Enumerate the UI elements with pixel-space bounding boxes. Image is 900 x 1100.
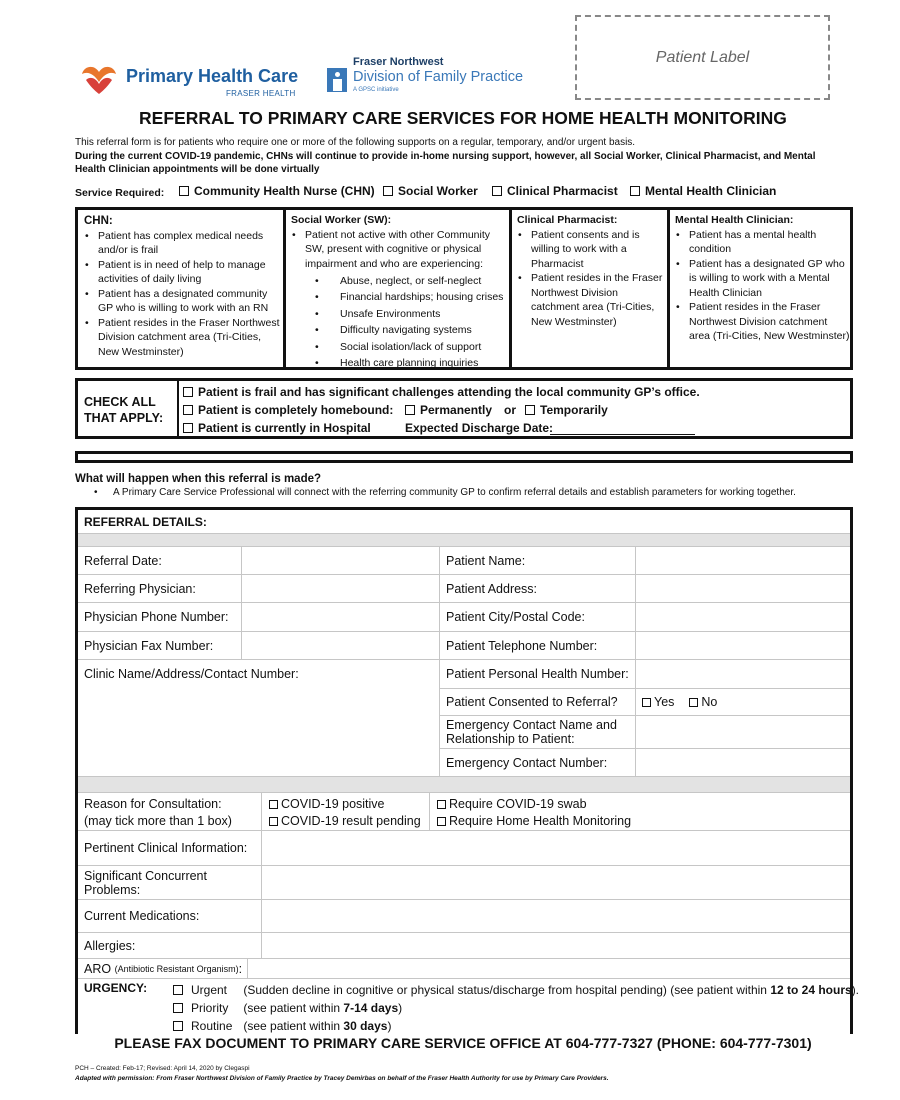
mhc-title: Mental Health Clinician: bbox=[675, 214, 794, 226]
patient-phn-field[interactable] bbox=[636, 660, 850, 688]
urgency-routine-row: Routine (see patient within 30 days) bbox=[173, 1017, 859, 1035]
service-required-label: Service Required: bbox=[75, 187, 165, 199]
what-happens-heading: What will happen when this referral is made? bbox=[75, 473, 322, 485]
checkbox[interactable] bbox=[183, 405, 193, 415]
fn-logo-name: Division of Family Practice bbox=[353, 69, 524, 85]
clinical-pharmacist-column bbox=[517, 213, 663, 329]
discharge-date-field[interactable] bbox=[550, 434, 695, 435]
sw-list bbox=[291, 228, 505, 272]
checkbox[interactable] bbox=[173, 1003, 183, 1013]
checkbox[interactable] bbox=[525, 405, 535, 415]
concurrent-problems-field[interactable] bbox=[262, 866, 850, 899]
checkbox[interactable] bbox=[383, 186, 393, 196]
emergency-number-field[interactable] bbox=[636, 749, 850, 776]
list-item: • Patient resides in the Fraser Northwest Division catchment area (Tri-Cities, New Westminster) bbox=[84, 316, 280, 360]
urgency-options bbox=[173, 981, 859, 1035]
checkbox[interactable] bbox=[689, 698, 698, 707]
patient-address-label: Patient Address: bbox=[446, 581, 538, 596]
covid-positive-option[interactable]: COVID-19 positive bbox=[269, 796, 421, 813]
what-happens-list bbox=[93, 487, 796, 498]
social-worker-column bbox=[291, 213, 505, 372]
service-option-clinical-pharmacist[interactable]: Clinical Pharmacist bbox=[492, 184, 618, 198]
divider-box bbox=[75, 451, 853, 463]
temporarily-option[interactable]: Temporarily bbox=[525, 403, 608, 417]
list-item: • Abuse, neglect, or self-neglect bbox=[315, 273, 505, 290]
check-all-box bbox=[75, 378, 853, 439]
intro-line-1: This referral form is for patients who require one or more of the following supports on a regular, temporary, and/or urgent basis. bbox=[75, 137, 636, 148]
list-item: • Patient resides in the Fraser Northwest Division catchment area (Tri-Cities, New Westminster) bbox=[675, 300, 851, 344]
consult-label: Reason for Consultation: (may tick more than 1 box) bbox=[84, 797, 232, 828]
patient-label-text: Patient Label bbox=[655, 49, 750, 66]
urgent-option[interactable]: Urgent bbox=[173, 981, 240, 999]
physician-phone-field[interactable] bbox=[242, 603, 439, 631]
or-text: or bbox=[504, 403, 516, 417]
hospital-row bbox=[183, 421, 554, 435]
allergies-field[interactable] bbox=[262, 933, 850, 958]
patient-label-box bbox=[575, 15, 830, 100]
service-required-row bbox=[75, 184, 777, 199]
intro-line-2: During the current COVID-19 pandemic, CHNs will continue to provide in-home nursing support, however, all Social Worker, Clinical Pharmacist, and Mental bbox=[75, 151, 816, 162]
home-monitoring-option[interactable]: Require Home Health Monitoring bbox=[437, 813, 631, 830]
checkbox[interactable] bbox=[269, 817, 278, 826]
patient-telephone-label: Patient Telephone Number: bbox=[446, 638, 598, 653]
mental-health-column bbox=[675, 213, 851, 344]
permanently-option[interactable]: Permanently bbox=[405, 403, 492, 417]
chn-column bbox=[84, 214, 280, 359]
homebound-option[interactable]: Patient is completely homebound: bbox=[183, 403, 393, 417]
aro-label: ARO (Antibiotic Resistant Organism) : bbox=[84, 961, 243, 976]
patient-consent-label: Patient Consented to Referral? bbox=[446, 695, 618, 709]
list-item: • Patient resides in the Fraser Northwest Division catchment area (Tri-Cities, New Westminster) bbox=[517, 271, 663, 329]
referral-date-label: Referral Date: bbox=[84, 553, 162, 568]
list-item: • Financial hardships; housing crises bbox=[315, 289, 505, 306]
referral-details-heading: REFERRAL DETAILS: bbox=[84, 515, 207, 529]
medications-field[interactable] bbox=[262, 900, 850, 932]
form-title: REFERRAL TO PRIMARY CARE SERVICES FOR HOME HEALTH MONITORING bbox=[139, 108, 787, 128]
physician-phone-label: Physician Phone Number: bbox=[84, 610, 229, 624]
checkbox[interactable] bbox=[642, 698, 651, 707]
list-item: • Patient has a designated GP who is willing to work with a Mental Health Clinician bbox=[675, 257, 851, 301]
patient-city-field[interactable] bbox=[636, 603, 850, 631]
checkbox[interactable] bbox=[437, 817, 446, 826]
check-all-label: CHECK ALL THAT APPLY: bbox=[84, 395, 164, 425]
chn-list bbox=[84, 229, 280, 360]
hospital-option[interactable]: Patient is currently in Hospital bbox=[183, 421, 371, 435]
mhc-list bbox=[675, 228, 851, 344]
consent-yes-option[interactable]: Yes bbox=[642, 695, 674, 709]
patient-name-label: Patient Name: bbox=[446, 553, 526, 568]
service-option-mental-health[interactable]: Mental Health Clinician bbox=[630, 184, 776, 198]
referring-physician-label: Referring Physician: bbox=[84, 581, 196, 596]
services-table bbox=[75, 207, 853, 370]
medications-label: Current Medications: bbox=[84, 909, 200, 923]
list-item: • Patient consents and is willing to work with a Pharmacist bbox=[517, 228, 663, 272]
physician-fax-field[interactable] bbox=[242, 632, 439, 659]
list-item: • Health care planning inquiries bbox=[315, 355, 505, 372]
checkbox[interactable] bbox=[179, 186, 189, 196]
referring-physician-field[interactable] bbox=[242, 575, 439, 602]
service-option-social-worker[interactable]: Social Worker bbox=[383, 184, 478, 198]
checkbox[interactable] bbox=[437, 800, 446, 809]
emergency-contact-field[interactable] bbox=[636, 716, 850, 748]
urgency-urgent-row: Urgent (Sudden decline in cognitive or physical status/discharge from hospital pending) (see patient within 12 to 24 hours). bbox=[173, 981, 859, 999]
routine-option[interactable]: Routine bbox=[173, 1017, 240, 1035]
patient-telephone-field[interactable] bbox=[636, 632, 850, 659]
consult-options-right bbox=[437, 796, 631, 830]
primary-health-care-logo bbox=[78, 62, 298, 102]
referral-details-table bbox=[75, 507, 860, 1034]
clinic-field[interactable] bbox=[78, 688, 438, 776]
intro-line-3: Health Clinician appointments will be done virtually bbox=[75, 164, 320, 175]
phc-logo-name: Primary Health Care bbox=[126, 66, 299, 86]
checkbox[interactable] bbox=[269, 800, 278, 809]
urgency-label: URGENCY: bbox=[84, 981, 148, 995]
cp-list bbox=[517, 228, 663, 330]
clinical-info-label: Pertinent Clinical Information: bbox=[84, 841, 248, 855]
sw-sublist bbox=[315, 273, 505, 372]
concurrent-problems-label: Significant Concurrent Problems: bbox=[84, 868, 207, 897]
urgency-priority-row: Priority (see patient within 7-14 days) bbox=[173, 999, 859, 1017]
frail-option[interactable]: Patient is frail and has significant challenges attending the local community GP’s office. bbox=[183, 385, 700, 399]
list-item: • Patient has complex medical needs and/or is frail bbox=[84, 229, 280, 258]
checkbox[interactable] bbox=[173, 1021, 183, 1031]
list-item: • Social isolation/lack of support bbox=[315, 339, 505, 356]
list-item: • Patient has a mental health condition bbox=[675, 228, 851, 257]
chn-title: CHN: bbox=[84, 215, 113, 227]
patient-address-field[interactable] bbox=[636, 575, 850, 602]
list-item: • Patient has a designated community GP who is willing to work with an RN bbox=[84, 287, 280, 316]
list-item: • Difficulty navigating systems bbox=[315, 322, 505, 339]
fraser-northwest-logo bbox=[327, 56, 524, 98]
fax-instruction: PLEASE FAX DOCUMENT TO PRIMARY CARE SERVICE OFFICE AT 604-777-7327 (PHONE: 604-777-7301) bbox=[114, 1035, 812, 1051]
checkbox[interactable] bbox=[183, 387, 193, 397]
list-item: • A Primary Care Service Professional will connect with the referring community GP to confirm referral details and establish parameters for working together. bbox=[93, 487, 796, 498]
covid-pending-option[interactable]: COVID-19 result pending bbox=[269, 813, 421, 830]
checkbox[interactable] bbox=[630, 186, 640, 196]
list-item: • Patient not active with other Community SW, present with cognitive or physical impairment and who are experiencing: bbox=[291, 228, 505, 272]
consent-no-option[interactable]: No bbox=[689, 695, 717, 709]
checkbox[interactable] bbox=[173, 985, 183, 995]
heart-hands-icon bbox=[78, 62, 120, 96]
patient-city-label: Patient City/Postal Code: bbox=[446, 610, 585, 624]
phc-logo-subtitle: FRASER HEALTH bbox=[226, 89, 296, 98]
footer-line-1: PCH – Created: Feb-17; Revised: April 14, 2020 by Clegaspi bbox=[75, 1065, 250, 1072]
allergies-label: Allergies: bbox=[84, 938, 136, 953]
clinical-info-field[interactable] bbox=[262, 831, 850, 865]
checkbox[interactable] bbox=[405, 405, 415, 415]
emergency-contact-label: Emergency Contact Name and Relationship to Patient: bbox=[446, 718, 617, 746]
emergency-number-label: Emergency Contact Number: bbox=[446, 755, 608, 770]
clinic-label: Clinic Name/Address/Contact Number: bbox=[84, 667, 299, 681]
footer-line-2: Adapted with permission: From Fraser Northwest Division of Family Practice by Tracey Demirbas on behalf of the Fraser Health Authority for use by Primary Care Providers. bbox=[75, 1075, 609, 1082]
patient-name-field[interactable] bbox=[636, 547, 850, 574]
referral-date-field[interactable] bbox=[242, 547, 439, 574]
discharge-date-label: Expected Discharge Date: bbox=[405, 421, 554, 435]
patient-phn-label: Patient Personal Health Number: bbox=[446, 667, 629, 681]
consent-options bbox=[636, 689, 850, 715]
cp-title: Clinical Pharmacist: bbox=[517, 214, 618, 226]
homebound-row bbox=[183, 403, 608, 417]
consult-options-left bbox=[269, 796, 421, 830]
priority-option[interactable]: Priority bbox=[173, 999, 240, 1017]
fn-logo-top: Fraser Northwest bbox=[353, 56, 444, 68]
covid-swab-option[interactable]: Require COVID-19 swab bbox=[437, 796, 631, 813]
list-item: • Unsafe Environments bbox=[315, 306, 505, 323]
division-icon bbox=[327, 68, 347, 92]
aro-field[interactable] bbox=[248, 959, 850, 978]
list-item: • Patient is in need of help to manage activities of daily living bbox=[84, 258, 280, 287]
physician-fax-label: Physician Fax Number: bbox=[84, 638, 214, 653]
service-option-chn[interactable]: Community Health Nurse (CHN) bbox=[179, 184, 375, 198]
fn-logo-subtitle: A GPSC initiative bbox=[353, 87, 399, 93]
sw-title: Social Worker (SW): bbox=[291, 214, 392, 226]
checkbox[interactable] bbox=[492, 186, 502, 196]
checkbox[interactable] bbox=[183, 423, 193, 433]
